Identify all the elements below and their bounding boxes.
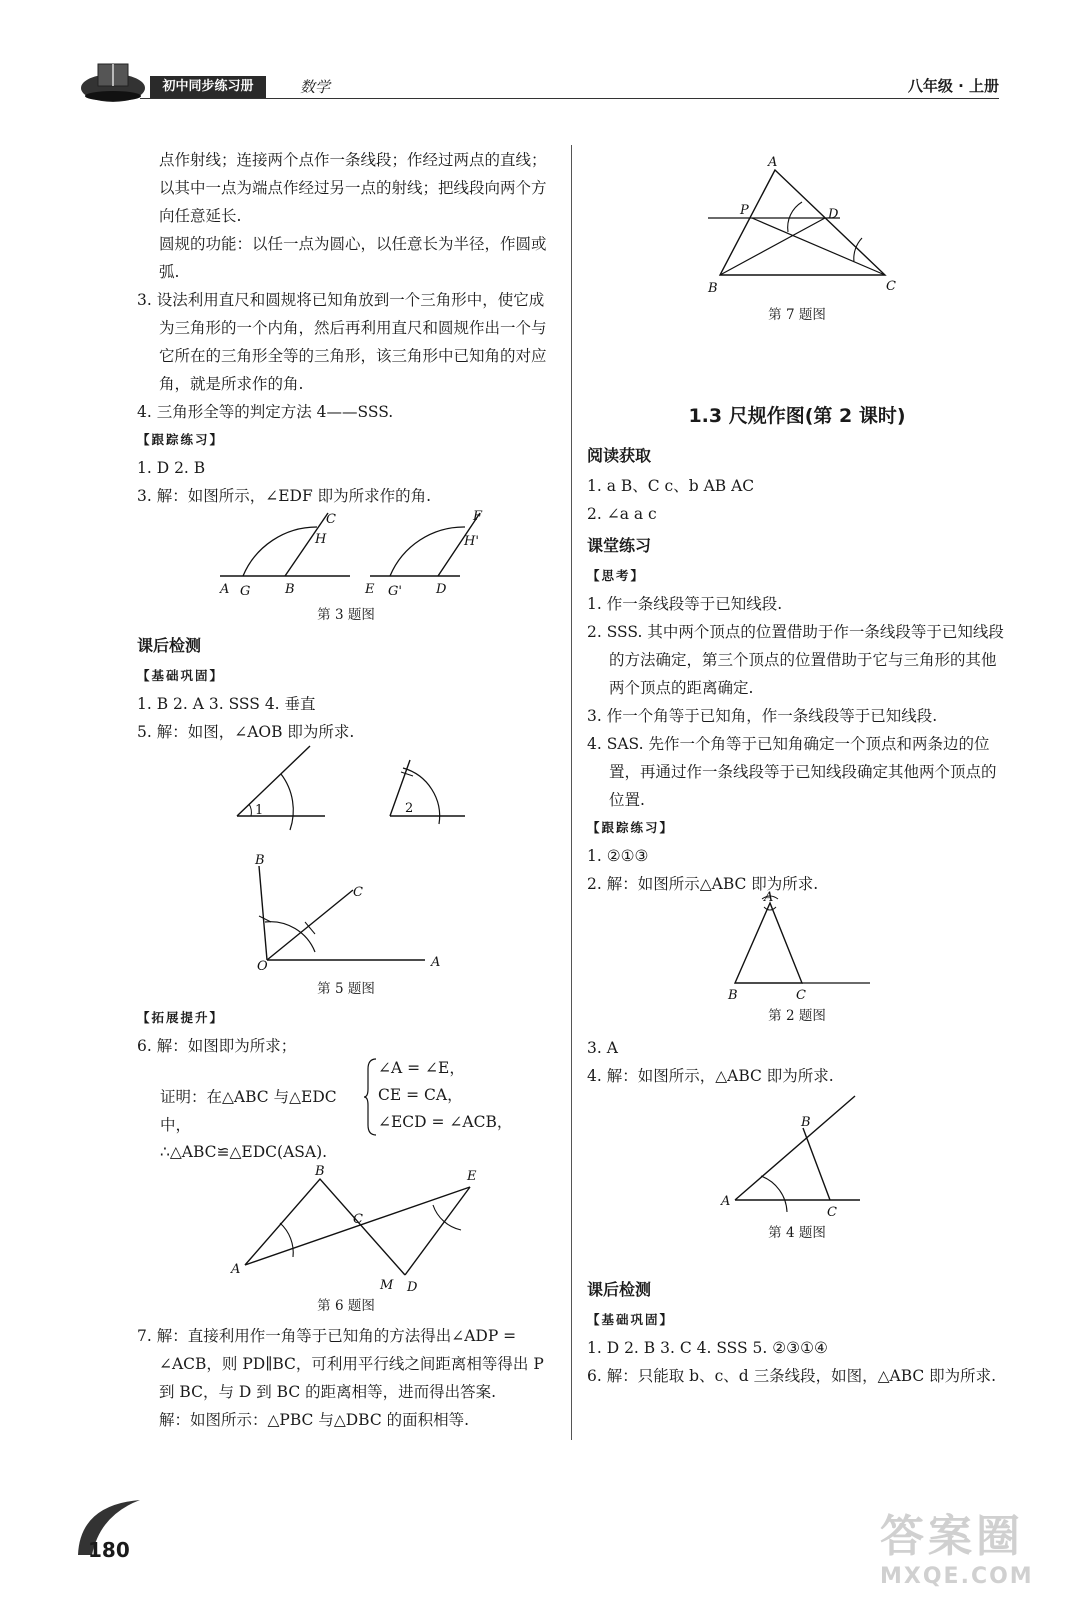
proof-prefix: 证明：在△ABC 与△EDC 中， (160, 1088, 337, 1134)
fig7-caption: 第 7 题图 (768, 307, 826, 323)
fig4-line-bc (803, 1128, 830, 1200)
track-item-3: 3. 解：如图所示，∠EDF 即为所求作的角. (137, 487, 432, 505)
fig3-label: F (473, 509, 483, 524)
grade-label: 八年级 · 上册 (907, 77, 999, 95)
left-column (137, 146, 555, 510)
fig2-label: C (796, 988, 806, 1003)
basic-6-right: 6. 解：只能取 b、c、d 三条线段，如图，△ABC 即为所求. (587, 1367, 997, 1385)
fig5-mark1 (249, 804, 251, 816)
fig7-label: C (886, 279, 896, 294)
para-ruler-functions: 点作射线；连接两个点作一条线段；作经过两点的直线；以其中一点为端点作经过另一点的射线；把线段向两个方向任意延长. (159, 151, 547, 225)
fig2-triangle (735, 903, 802, 983)
fig5-tick2 (401, 772, 413, 776)
fig3-caption: 第 3 题图 (317, 607, 375, 623)
fig4-label: B (801, 1115, 811, 1130)
item-7-solution: 解：如图所示：△PBC 与△DBC 的面积相等. (159, 1411, 470, 1429)
think-1: 1. 作一条线段等于已知线段. (587, 595, 783, 613)
fig3-arc-1 (243, 527, 317, 576)
right-after-section (587, 1272, 1007, 1390)
basic-answers: 1. B 2. A 3. SSS 4. 垂直 (137, 695, 316, 713)
track-4-right: 4. 解：如图所示，△ABC 即为所求. (587, 1067, 834, 1085)
fig2-label: A (764, 890, 774, 905)
watermark (880, 1500, 1034, 1589)
read-title: 阅读获取 (587, 446, 652, 465)
book-logo-icon (78, 58, 148, 106)
fig3-label: A (220, 582, 230, 597)
read-2: 2. ∠a a c (587, 505, 657, 523)
fig5-label: C (353, 885, 363, 900)
fig5-caption: 第 5 题图 (317, 981, 375, 997)
proof-conditions (378, 1055, 548, 1136)
fig4-label: C (827, 1205, 837, 1218)
fig3-label: H' (464, 534, 479, 549)
proof-condition-3: ∠ECD = ∠ACB， (378, 1113, 513, 1131)
fig3-label: H (315, 532, 327, 547)
figure-6 (225, 1165, 495, 1295)
class-practice-title: 课堂练习 (587, 536, 652, 555)
tag-extension: 【拓展提升】 (137, 1010, 225, 1025)
fig2-caption: 第 2 题图 (768, 1008, 826, 1024)
fig3-label: G' (388, 584, 402, 599)
fig5-label: A (431, 955, 441, 970)
fig3-label: G (240, 584, 251, 599)
figure-7 (700, 150, 910, 298)
section-after-class-right: 课后检测 (587, 1280, 652, 1299)
tag-track-practice-right: 【跟踪练习】 (587, 820, 675, 835)
fig3-label: C (326, 512, 336, 527)
think-2: 2. SSS. 其中两个顶点的位置借助于作一条线段等于已知线段的方法确定，第三个顶点的位置借助于它与三角形的其他两个顶点的距离确定. (587, 623, 1004, 697)
figure-4 (715, 1090, 875, 1218)
fig5-label: B (255, 853, 265, 868)
item-7: 7. 解：直接利用作一角等于已知角的方法得出∠ADP = ∠ACB，则 PD∥BC，可利用平行线之间距离相等得出 P 到 BC，与 D 到 BC 的距离相等，进而得出答案. (137, 1327, 544, 1401)
fig3-label: E (365, 582, 375, 597)
subject-label: 数学 (300, 78, 331, 96)
fig7-label: D (828, 207, 839, 222)
tag-basic-right: 【基础巩固】 (587, 1312, 675, 1327)
think-3: 3. 作一个角等于已知角，作一条线段等于已知线段. (587, 707, 938, 725)
figure-3 (210, 505, 500, 600)
read-1: 1. a B、C c、b AB AC (587, 477, 755, 495)
left-after-section (137, 628, 555, 746)
figure-2 (720, 885, 880, 1003)
fig6-line-ed (405, 1187, 470, 1275)
fig5-label: 2 (405, 801, 414, 816)
fig2-label: B (728, 988, 738, 1003)
fig5-arc1 (281, 774, 293, 830)
track-1-right: 1. ②①③ (587, 847, 649, 865)
fig7-label: B (708, 281, 718, 296)
watermark-text: 答案圈 (880, 1511, 1024, 1562)
page-header (0, 0, 1087, 110)
item-3: 3. 设法利用直尺和圆规将已知角放到一个三角形中，使它成为三角形的一个内角，然后再利用直尺和圆规作出一个与它所在的三角形全等的三角形，该三角形中已知角的对应角，就是所求作的角. (137, 291, 547, 393)
proof-condition-1: ∠A = ∠E， (378, 1059, 465, 1077)
fig7-arc-1 (788, 202, 802, 232)
basic-item-5: 5. 解：如图，∠AOB 即为所求. (137, 723, 355, 741)
tag-basic: 【基础巩固】 (137, 668, 225, 683)
item-4: 4. 三角形全等的判定方法 4——SSS. (137, 403, 394, 421)
fig3-label: B (285, 582, 295, 597)
right-column (587, 438, 1007, 898)
watermark-url: MXQE.COM (880, 1564, 1034, 1589)
fig5-ray-oc (267, 890, 353, 960)
fig7-label: P (740, 203, 749, 218)
fig4-arc (761, 1176, 787, 1212)
fig6-label: D (407, 1280, 418, 1295)
fig7-triangle (720, 170, 885, 275)
section-after-class: 课后检测 (137, 636, 202, 655)
tag-think: 【思考】 (587, 568, 646, 583)
header-rule (140, 98, 999, 99)
fig5-ray-ob (259, 866, 267, 960)
para-compass-functions: 圆规的功能：以任一点为圆心，以任意长为半径，作圆或弧. (159, 235, 547, 281)
figure-5 (225, 740, 485, 985)
fig4-ray-ab (735, 1096, 855, 1200)
track-2-right: 2. 解：如图所示△ABC 即为所求. (587, 875, 819, 893)
left-ext-section (137, 1004, 555, 1060)
fig6-label: B (315, 1165, 325, 1179)
fig5-angle1-ray (237, 746, 310, 816)
fig6-label: A (231, 1262, 241, 1277)
section-1-3-title: 1.3 尺规作图(第 2 课时) (688, 405, 906, 427)
track-3-right: 3. A (587, 1039, 618, 1057)
book-title: 初中同步练习册 (150, 76, 266, 98)
tag-track-practice: 【跟踪练习】 (137, 432, 225, 447)
fig5-tick3 (259, 916, 271, 922)
fig3-label: D (436, 582, 447, 597)
fig6-path-abd (245, 1179, 405, 1275)
basic-answers-right: 1. D 2. B 3. C 4. SSS 5. ②③①④ (587, 1339, 828, 1357)
fig4-caption: 第 4 题图 (768, 1225, 826, 1241)
right-track-3-4 (587, 1034, 1007, 1090)
track-answers: 1. D 2. B (137, 459, 206, 477)
fig5-label: 1 (255, 803, 264, 818)
page-number: 180 (88, 1538, 130, 1562)
column-divider (571, 145, 572, 1440)
fig2-arc-2 (764, 907, 776, 910)
brace-icon (364, 1057, 378, 1137)
left-item7 (137, 1322, 555, 1434)
ext-item-6: 6. 解：如图即为所求； (137, 1037, 297, 1055)
fig6-label: E (467, 1169, 477, 1184)
proof-conclusion: ∴△ABC≌△EDC(ASA). (160, 1143, 328, 1161)
fig6-label: C (353, 1212, 363, 1227)
fig6-label: M (380, 1278, 394, 1293)
proof-condition-2: CE = CA， (378, 1086, 463, 1104)
think-4: 4. SAS. 先作一个角等于已知角确定一个顶点和两条边的位置，再通过作一条线段等于已知线段确定其他两个顶点的位置. (587, 735, 997, 809)
fig4-label: A (721, 1194, 731, 1209)
fig6-caption: 第 6 题图 (317, 1298, 375, 1314)
fig7-label: A (768, 155, 778, 170)
fig5-label: O (257, 959, 268, 974)
